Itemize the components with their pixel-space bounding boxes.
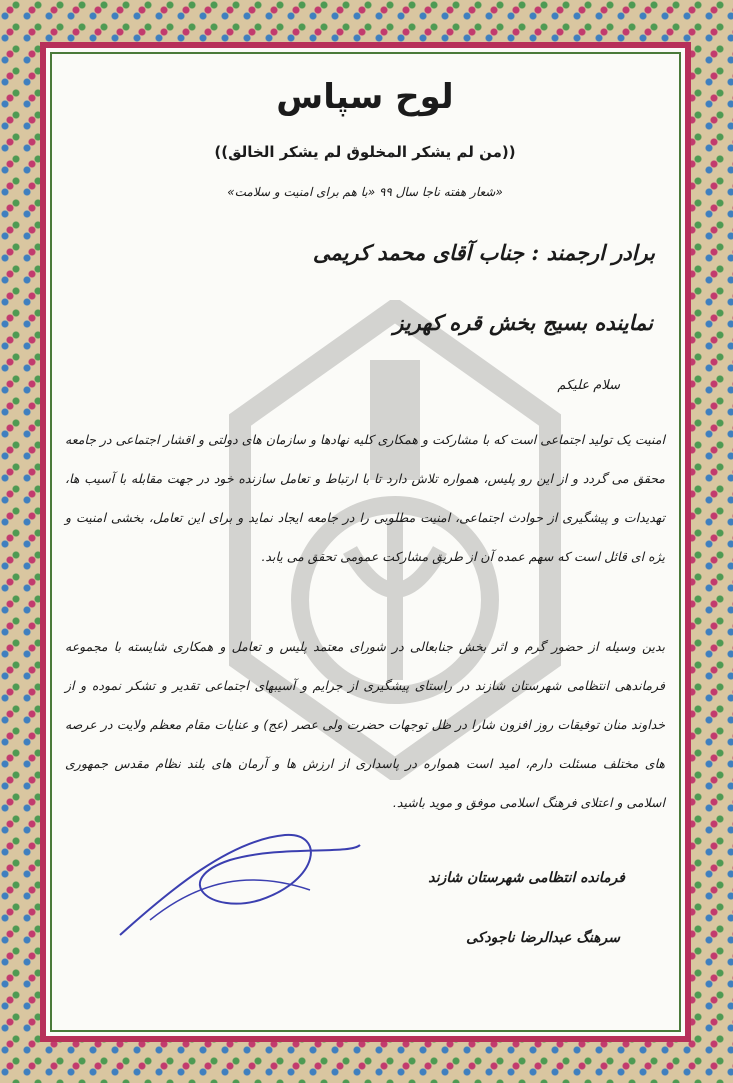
body-paragraph-1: امنیت یک تولید اجتماعی است که با مشارکت و همکاری کلیه نهادها و سازمان های دولتی و اقشار اجتماعی در جامعه محقق می گردد و از این رو پلیس، همواره تلاش دارد تا با ارتباط و تعامل سازنده خود در جهت مقابله با آسیب ها، تهدیدات و پیشگیری از حوادث اجتماعی، امنیت مطلوبی را در جامعه ایجاد نماید و برای این تعامل، بخشی امنیت و یژه ای قائل است که سهم عمده آن از طریق مشارکت عمومی تحقق می یابد.	[65, 432, 665, 564]
signer-name: سرهنگ عبدالرضا ناجودکی	[466, 930, 620, 946]
handwritten-signature	[110, 820, 370, 950]
quote-line: ((من لم يشكر المخلوق لم يشكر الخالق))	[214, 143, 516, 161]
body-paragraph-2: بدین وسیله از حضور گرم و اثر بخش جنابعالی در شورای معتمد پلیس و تعامل و همکاری شایسته با مجموعه فرماندهی انتظامی شهرستان شازند در راستای پیشگیری از جرایم و آسیبهای اجتماعی تقدیر و تشکر نموده و از خداوند منان توفیقات روز افزون شارا در ظل توجهات حضرت ولی عصر (عج) و عنایات مقام معظم ولایت در عرصه های مختلف مسئلت دارم، امید است همواره در پاسداری از ارزش ها و آرمان های بلند نظام مقدس جمهوری اسلامی و اعتلای فرهنگ اسلامی موفق و موید باشید.	[65, 639, 665, 810]
signer-title: فرمانده انتظامی شهرستان شازند	[428, 870, 625, 886]
slogan-line: «شعار هفته ناجا سال ۹۹ «با هم برای امنیت و سلامت»	[227, 185, 503, 199]
recipient-name: برادر ارجمند : جناب آقای محمد کریمی	[312, 240, 655, 265]
certificate-title: لوح سپاس	[276, 77, 454, 117]
greeting: سلام علیکم	[557, 378, 620, 393]
recipient-role: نماینده بسیج بخش قره کهریز	[393, 310, 653, 335]
